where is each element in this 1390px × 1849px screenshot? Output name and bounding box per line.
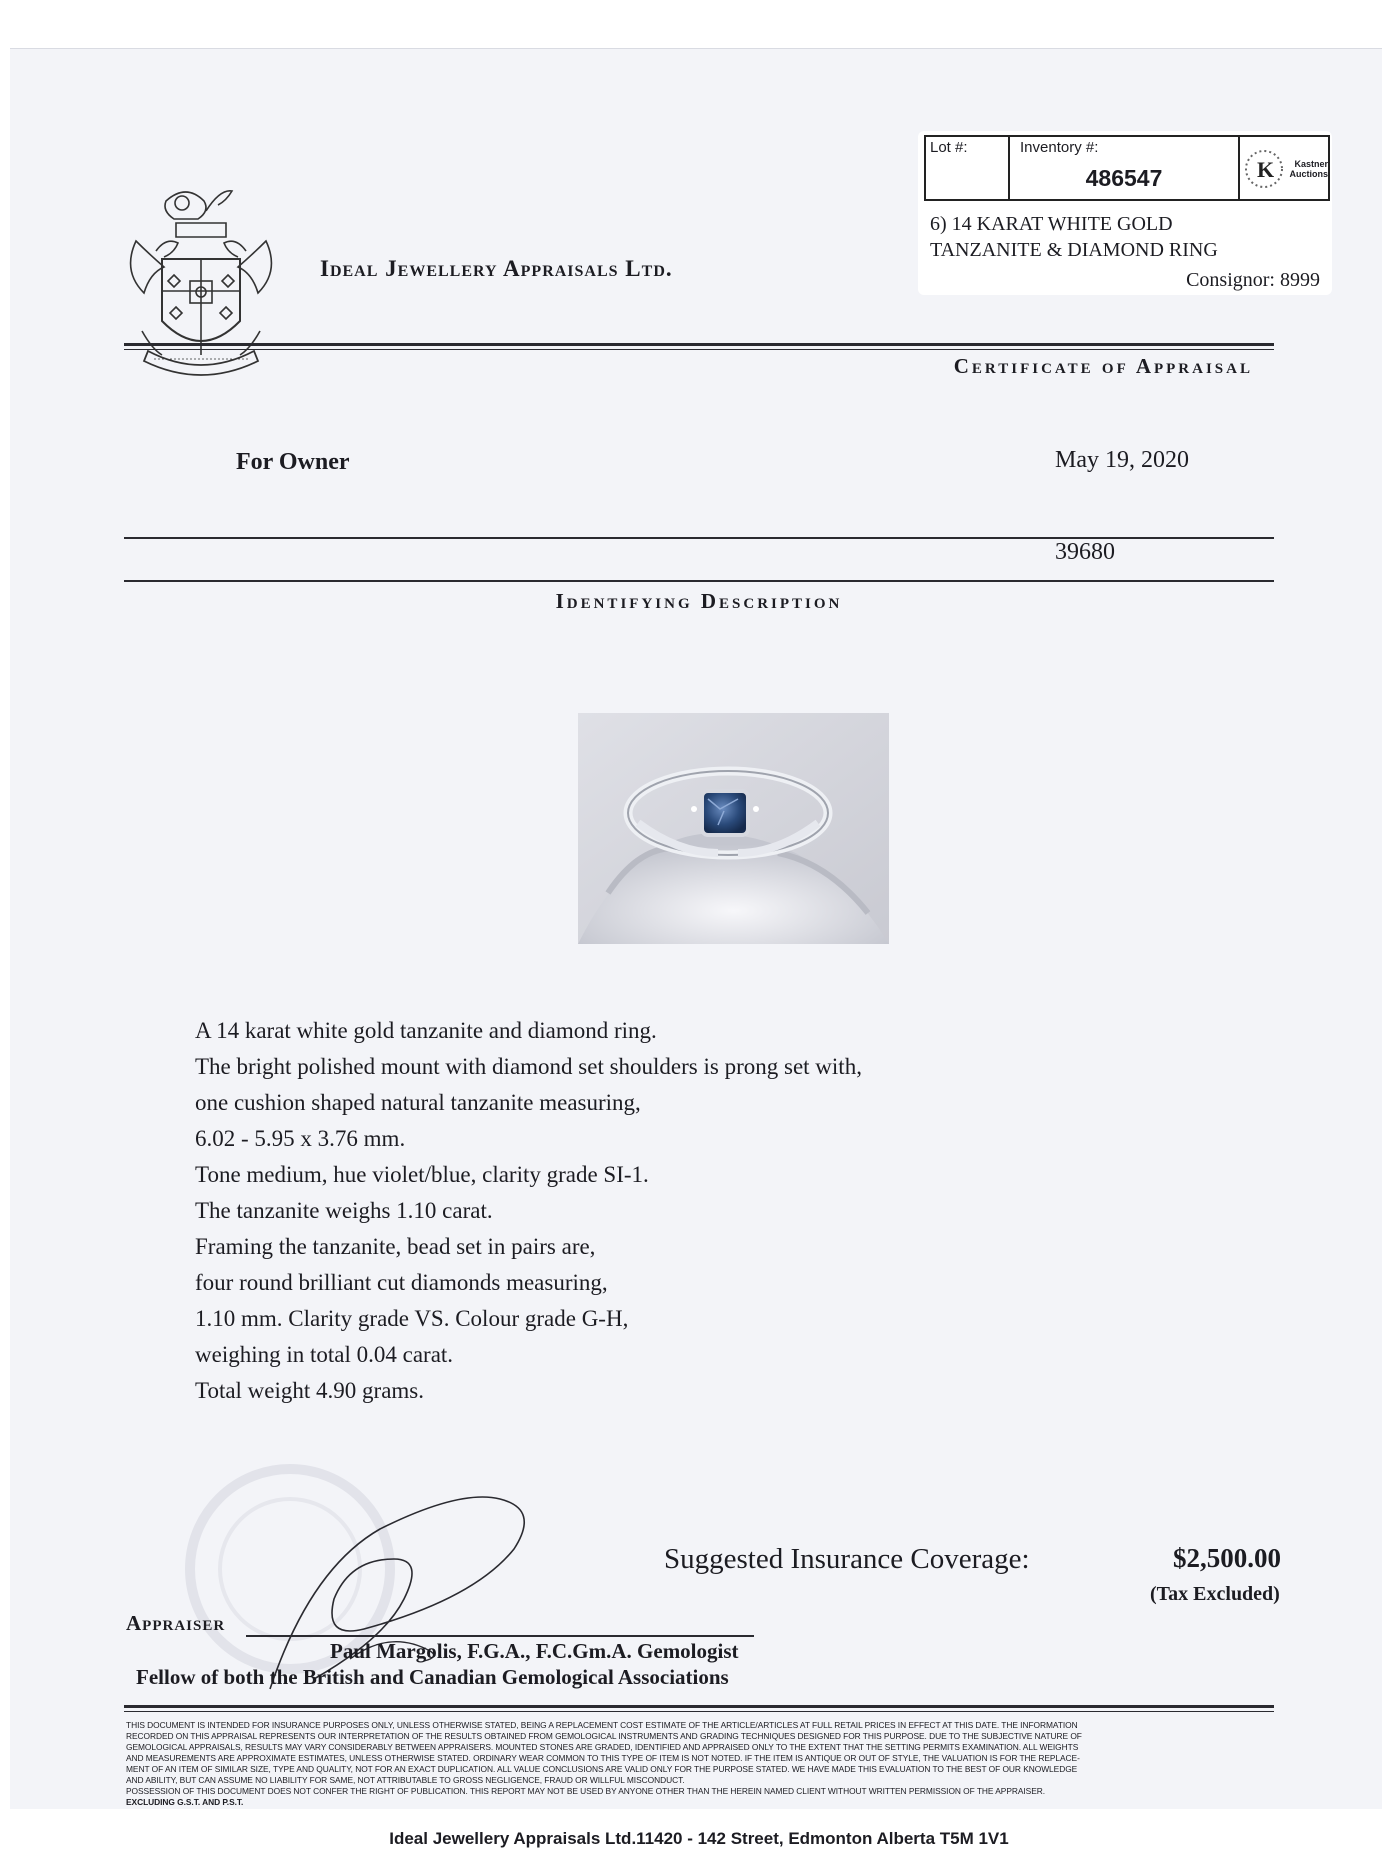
inventory-cell bbox=[1010, 137, 1240, 199]
item-description bbox=[195, 1013, 862, 1409]
description-line: weighing in total 0.04 carat. bbox=[195, 1342, 454, 1367]
header-rule-thin bbox=[124, 349, 1274, 350]
ring-photo bbox=[578, 713, 889, 944]
description-line: 1.10 mm. Clarity grade VS. Colour grade G-H, bbox=[195, 1306, 629, 1331]
inventory-number: 486547 bbox=[1085, 165, 1163, 191]
inventory-label: Inventory #: bbox=[1020, 139, 1099, 156]
description-line: A 14 karat white gold tanzanite and diamond ring. bbox=[195, 1018, 657, 1043]
description-line: Tone medium, hue violet/blue, clarity grade SI-1. bbox=[195, 1162, 649, 1187]
lot-card bbox=[918, 131, 1332, 295]
auction-logo-cell bbox=[1240, 137, 1328, 199]
disclaimer-tax-line: EXCLUDING G.S.T. AND P.S.T. bbox=[126, 1797, 244, 1807]
section-rule-top bbox=[124, 537, 1274, 539]
description-line: one cushion shaped natural tanzanite measuring, bbox=[195, 1090, 641, 1115]
disclaimer-line: GEMOLOGICAL APPRAISALS, RESULTS MAY VARY CONSIDERABLY BETWEEN APPRAISERS. MOUNTED STONES ARE GRADED, IDENTIFIED AND APPRAISED ONLY TO THE EXTENT THAT THE SETTING PERMITS EXAMINATION. ALL WEIGHTS bbox=[126, 1742, 1079, 1752]
client-name: For Owner bbox=[236, 449, 350, 475]
crest-logo bbox=[126, 181, 276, 381]
description-line: Total weight 4.90 grams. bbox=[195, 1378, 424, 1403]
header-rule bbox=[124, 343, 1274, 346]
footer-rule bbox=[124, 1705, 1274, 1708]
section-title: Identifying Description bbox=[555, 589, 843, 613]
disclaimer-line: THIS DOCUMENT IS INTENDED FOR INSURANCE PURPOSES ONLY, UNLESS OTHERWISE STATED, BEING A REPLACEMENT COST ESTIMATE OF THE ARTICLE/ARTICLES AT FULL RETAIL PRICES IN EFFECT AT THIS DATE. THE INFORMATION bbox=[126, 1720, 1078, 1730]
description-line: The bright polished mount with diamond set shoulders is prong set with, bbox=[195, 1054, 862, 1079]
appraisal-date: May 19, 2020 bbox=[1055, 447, 1189, 473]
appraiser-label: Appraiser bbox=[126, 1611, 226, 1635]
coverage-label: Suggested Insurance Coverage: bbox=[664, 1543, 1030, 1575]
lot-description bbox=[930, 211, 1218, 263]
disclaimer-line: AND MEASUREMENTS ARE APPROXIMATE ESTIMATES, UNLESS OTHERWISE STATED. ORDINARY WEAR COMMON TO THIS TYPE OF ITEM IS NOT NOTED. IF THE ITEM IS ANTIQUE OR OUT OF STYLE, THE VALUATION IS FOR THE REPLACE- bbox=[126, 1753, 1080, 1763]
lot-description-line: TANZANITE & DIAMOND RING bbox=[930, 239, 1218, 261]
tax-note: (Tax Excluded) bbox=[1150, 1583, 1280, 1605]
company-name: Ideal Jewellery Appraisals Ltd. bbox=[320, 256, 673, 281]
lot-table bbox=[924, 135, 1330, 201]
lot-cell bbox=[926, 137, 1010, 199]
disclaimer-line: POSSESSION OF THIS DOCUMENT DOES NOT CONFER THE RIGHT OF PUBLICATION. THIS REPORT MAY NOT BE USED BY ANYONE OTHER THAN THE HEREIN NAMED CLIENT WITHOUT WRITTEN PERMISSION OF THE APPRAISER. bbox=[126, 1786, 1046, 1796]
svg-text:K: K bbox=[1257, 157, 1275, 182]
coverage-amount: $2,500.00 bbox=[1173, 1543, 1281, 1573]
description-line: Framing the tanzanite, bead set in pairs are, bbox=[195, 1234, 596, 1259]
disclaimer-line: MENT OF AN ITEM OF SIMILAR SIZE, TYPE AND QUALITY, NOT FOR AN EXACT DUPLICATION. ALL VALUE CONCLUSIONS ARE VALID ONLY FOR THE PURPOSE STATED. WE HAVE MADE THIS EVALUATION TO THE BEST OF OUR KNOWLEDGE bbox=[126, 1764, 1078, 1774]
disclaimer-line: RECORDED ON THIS APPRAISAL REPRESENTS OUR INTERPRETATION OF THE RESULTS OBTAINED FROM GEMOLOGICAL INSTRUMENTS AND GRADING TECHNIQUES DESIGNED FOR THIS PURPOSE. DUE TO THE SUBJECTIVE NATURE OF bbox=[126, 1731, 1082, 1741]
description-line: The tanzanite weighs 1.10 carat. bbox=[195, 1198, 493, 1223]
appraiser-name: Paul Margolis, F.G.A., F.C.Gm.A. Gemologist bbox=[330, 1639, 739, 1663]
appraisal-number: 39680 bbox=[1055, 539, 1115, 565]
description-line: 6.02 - 5.95 x 3.76 mm. bbox=[195, 1126, 406, 1151]
description-line: four round brilliant cut diamonds measuring, bbox=[195, 1270, 608, 1295]
consignor: Consignor: 8999 bbox=[1186, 269, 1320, 291]
certificate-title: Certificate of Appraisal bbox=[953, 354, 1253, 378]
appraiser-fellowship: Fellow of both the British and Canadian Gemological Associations bbox=[136, 1665, 729, 1689]
footer-address: Ideal Jewellery Appraisals Ltd.11420 - 142 Street, Edmonton Alberta T5M 1V1 bbox=[389, 1829, 1009, 1848]
certificate-page bbox=[10, 48, 1382, 1848]
lot-label: Lot #: bbox=[930, 139, 968, 156]
auction-logo-text: Kastner Auctions bbox=[1289, 159, 1328, 179]
section-rule-bottom bbox=[124, 580, 1274, 582]
lot-description-line: 6) 14 KARAT WHITE GOLD bbox=[930, 213, 1173, 235]
footer-rule-thin bbox=[124, 1711, 1274, 1712]
disclaimer-line: AND ABILITY, BUT CAN ASSUME NO LIABILITY FOR SAME, NOT ATTRIBUTABLE TO GROSS NEGLIGENCE, FRAUD OR WILLFUL MISCONDUCT. bbox=[126, 1775, 685, 1785]
disclaimer bbox=[126, 1720, 1276, 1808]
